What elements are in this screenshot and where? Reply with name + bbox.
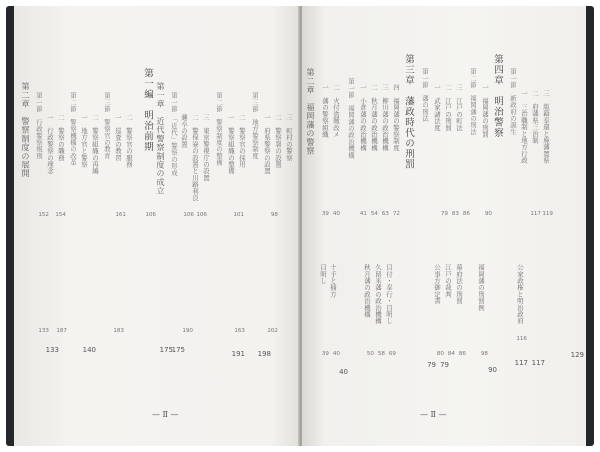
page-number: 101	[233, 212, 244, 218]
page-number: 72	[392, 211, 400, 217]
toc-entry: 二 江戸の刑罰	[444, 84, 452, 131]
chapter-page-number: 117	[514, 359, 528, 367]
page-number: 202	[267, 328, 278, 334]
page-number: 84	[447, 351, 455, 357]
page-number: 98	[270, 212, 278, 218]
toc-entry: 三 柳川藩の政治機構	[381, 84, 389, 151]
page-number: 183	[113, 328, 124, 334]
page-number: 86	[462, 211, 470, 217]
page-footer: — Ⅱ —	[152, 410, 179, 419]
toc-entry: 二 火付盗賊改メ	[332, 84, 340, 138]
page-number: 98	[480, 351, 488, 357]
toc-subentry: 公事方御定書	[433, 264, 441, 305]
book-spread	[6, 6, 594, 446]
toc-entry: 三 版籍奉還と廃藩置県	[542, 90, 550, 164]
page-number: 39	[321, 351, 329, 357]
toc-entry: 三 江戸の町法	[455, 84, 463, 131]
page-number: 106	[145, 212, 156, 218]
page-number: 54	[370, 211, 378, 217]
page-number: 106	[196, 212, 207, 218]
toc-entry: 一 三治職制と地方行政	[520, 90, 528, 164]
toc-entry: 邏卒の設置	[180, 114, 188, 148]
chapter-page-number: 79	[440, 361, 449, 369]
chapter-page-number: 140	[82, 346, 96, 354]
page-number: 83	[451, 211, 459, 217]
toc-entry: 第四章 明治警察	[492, 54, 503, 138]
toc-entry: 二 警察組織の再編	[91, 114, 99, 175]
toc-entry: 一 府県警察の設置	[263, 114, 271, 175]
page-number: 40	[332, 211, 340, 217]
chapter-page-number: 40	[339, 368, 348, 376]
toc-entry: 二 警保寮の設置と川路利良	[191, 114, 199, 202]
page-number: 106	[183, 212, 194, 218]
toc-entry: 一 藩の警察組織	[321, 84, 329, 138]
toc-entry: 一 地方官と警察	[80, 114, 88, 168]
page-number: 161	[115, 212, 126, 218]
toc-entry: 一 行政警察の理念	[46, 114, 54, 175]
toc-entry: 第二章 福岡藩の警察	[306, 68, 316, 155]
toc-entry: 一 巡査の教習	[114, 114, 122, 161]
chapter-page-number: 117	[531, 359, 545, 367]
page-number: 187	[56, 328, 67, 334]
toc-entry: 三 町村の警察	[285, 114, 293, 161]
page-number: 80	[436, 351, 444, 357]
page-number: 154	[55, 212, 66, 218]
page-number: 86	[458, 351, 466, 357]
chapter-page-number: 79	[427, 361, 436, 369]
chapter-page-number: 191	[231, 350, 245, 358]
toc-entry: 四 福岡藩の警察制度	[392, 84, 400, 151]
toc-entry: 第二節 警察制度の整備	[215, 92, 223, 166]
chapter-page-number: 133	[45, 346, 59, 354]
page-number: 39	[321, 211, 329, 217]
page-number: 69	[388, 351, 396, 357]
toc-subentry: 幕府法の刑罰	[455, 264, 463, 305]
chapter-page-number: 129	[570, 351, 584, 359]
toc-entry: 一 福岡藩の刑罰	[481, 84, 489, 138]
page-number: 117	[530, 211, 541, 217]
chapter-page-number: 175	[159, 346, 173, 354]
toc-entry: 第一章 近代警察制度の成立	[156, 82, 166, 196]
toc-entry: 第一編 明治前期	[142, 68, 153, 152]
toc-entry: 一 小倉藩の政治機構	[359, 84, 367, 151]
page-number: 79	[440, 211, 448, 217]
page-footer: — Ⅱ —	[420, 410, 447, 419]
left-page	[14, 6, 300, 446]
toc-subentry: 目付・奉行・目明し	[385, 264, 393, 325]
page-number: 90	[484, 211, 492, 217]
toc-entry: 二 府藩県三治制	[531, 90, 539, 144]
chapter-page-number: 198	[257, 350, 271, 358]
page-number: 41	[359, 211, 367, 217]
toc-entry: 第二節 警察機構の改革	[69, 92, 77, 166]
toc-entry: 二 警察官の採用	[238, 114, 246, 168]
toc-subentry: 江戸の裁判	[444, 264, 452, 298]
toc-subentry: 十手と捕方	[329, 264, 337, 298]
toc-entry: 一 警察組織の整備	[227, 114, 235, 175]
toc-subentry: 目明し	[319, 264, 327, 285]
toc-entry: 第一節 新政府の誕生	[509, 68, 517, 135]
toc-entry: 第一節 藩の刑法	[421, 68, 429, 122]
page-number: 58	[377, 351, 385, 357]
page-number: 190	[182, 328, 193, 334]
toc-entry: 第三節 警察官の教育	[103, 92, 111, 159]
page-number: 163	[234, 328, 245, 334]
page-number: 116	[516, 336, 527, 342]
toc-entry: 第三節 地方警察制度	[251, 92, 259, 159]
toc-entry: 第三章 藩政時代の刑罰	[403, 54, 414, 170]
toc-entry: 二 警察官の服務	[125, 114, 133, 168]
toc-entry: 第二章 警察制度の展開	[21, 82, 31, 178]
page-number: 40	[332, 351, 340, 357]
page-number: 63	[381, 211, 389, 217]
chapter-page-number: 90	[488, 366, 497, 374]
toc-entry: 一 武家諸法度	[433, 84, 441, 131]
toc-subentry: 久留米藩の政治機構	[374, 264, 382, 325]
toc-entry: 二 警察の職務	[57, 114, 65, 161]
page-number: 119	[542, 211, 553, 217]
toc-entry: 第一節 福岡藩の政治機構	[347, 78, 355, 159]
toc-entry: 第二節 福岡藩の刑法	[469, 68, 477, 135]
page-number: 152	[38, 212, 49, 218]
page-number: 133	[38, 328, 49, 334]
right-page	[302, 6, 586, 446]
toc-entry: 第一節 「近代」警察の形成	[170, 92, 178, 176]
toc-subentry: 福岡藩の刑罰例	[477, 264, 485, 311]
toc-entry: 第一節 行政警察規則	[35, 92, 43, 159]
toc-entry: 二 秋月藩の政治機構	[370, 84, 378, 151]
toc-entry: 三 東京警視庁の設置	[202, 114, 210, 181]
toc-entry: 二 警察署の設置	[274, 114, 282, 168]
page-number: 50	[366, 351, 374, 357]
chapter-page-number: 175	[171, 346, 185, 354]
toc-subentry: 公家政権と明治政府	[516, 264, 524, 325]
toc-subentry: 秋月藩の政治機構	[363, 264, 371, 318]
